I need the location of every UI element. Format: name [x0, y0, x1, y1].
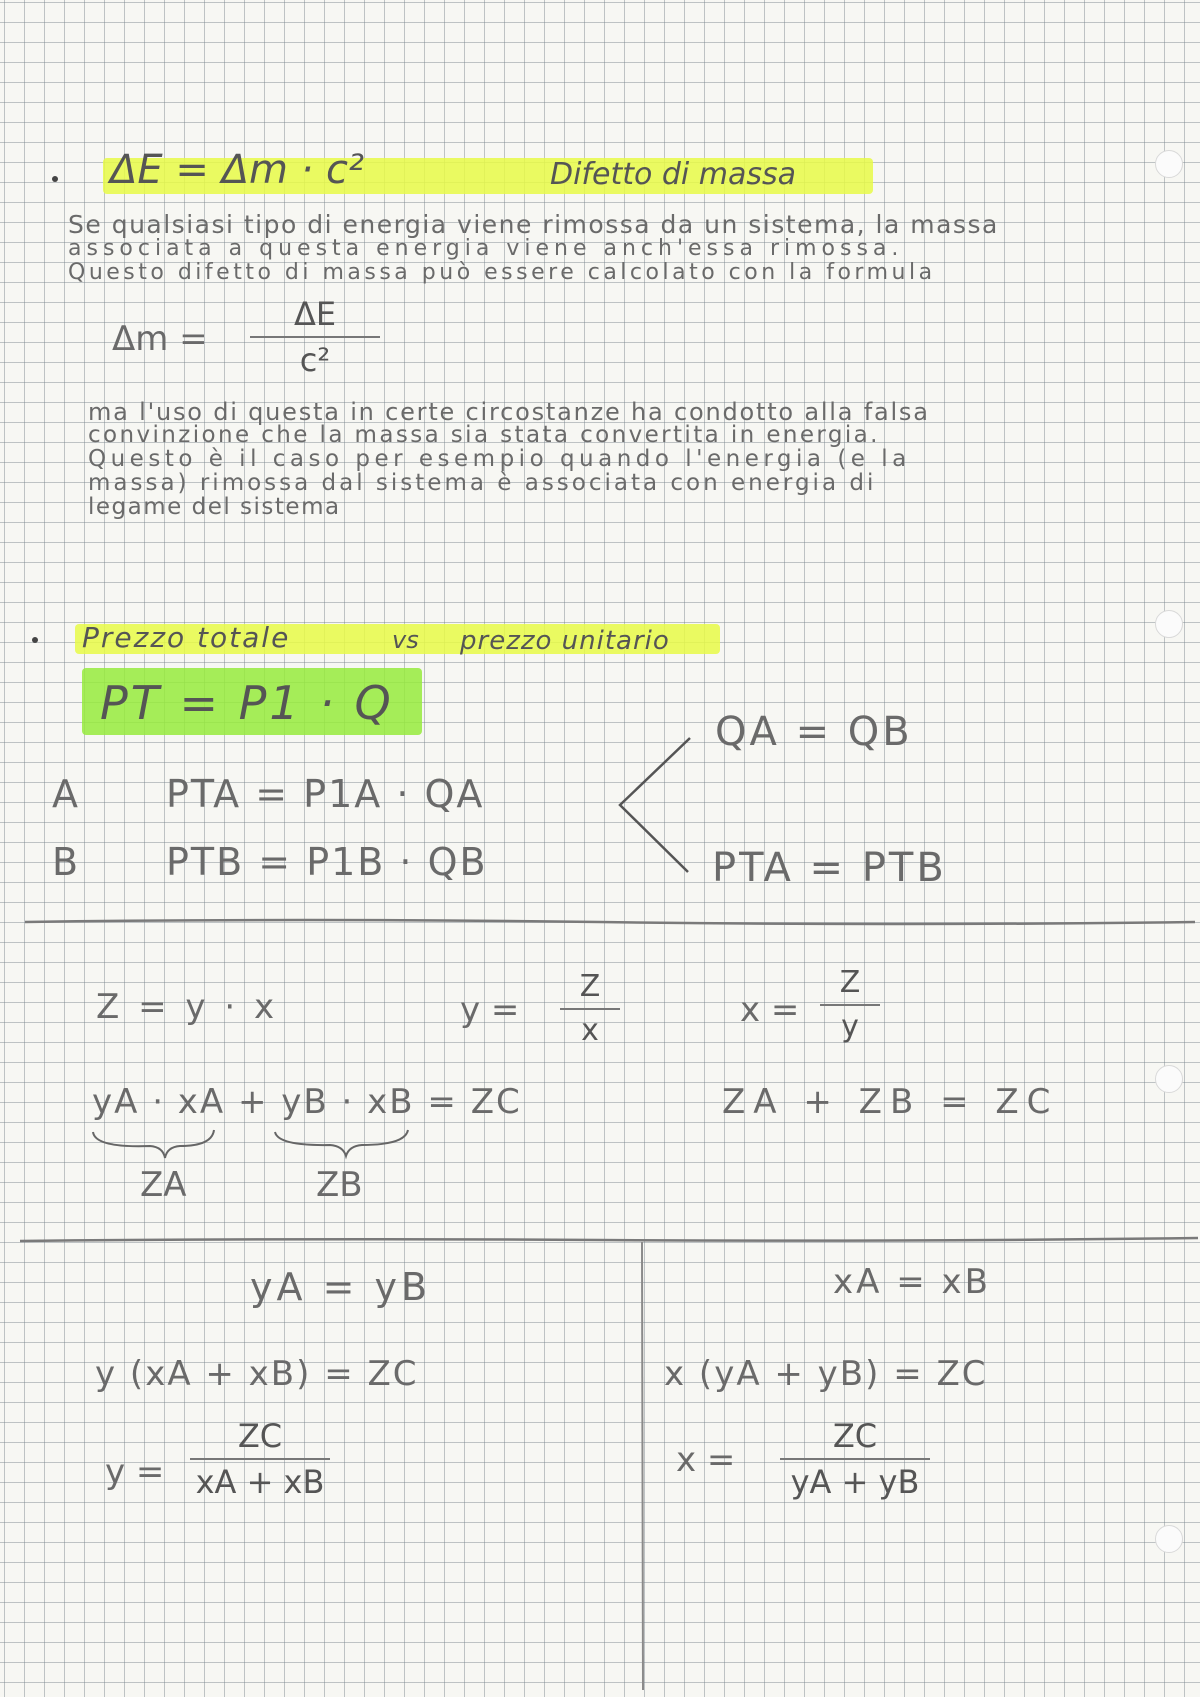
brace-label-zb: ZB — [316, 1165, 363, 1205]
row-b-label: B — [52, 840, 79, 884]
section-title-vs: vs — [392, 626, 419, 654]
section-title-mass-defect: Difetto di massa — [550, 157, 797, 192]
equation-sum-products: yA · xA + yB · xB = ZC — [92, 1082, 522, 1122]
equation-x-lhs: x = — [740, 990, 800, 1030]
paragraph-line: massa) rimossa dal sistema è associata con energia di — [88, 470, 877, 496]
left-fraction-lhs: y = — [105, 1452, 165, 1492]
brace-label-za: ZA — [140, 1165, 187, 1205]
separator-rule — [20, 1238, 1198, 1241]
paragraph-line: associata a questa energia viene anch'essa rimossa. — [68, 236, 904, 261]
fraction-lhs: Δm = — [112, 319, 208, 359]
underbrace-b — [275, 1130, 408, 1156]
paragraph-line: Questo è il caso per esempio quando l'energia (e la — [88, 446, 911, 472]
fraction-denominator: yA + yB — [790, 1463, 920, 1501]
equation-z-sum: ZA + ZB = ZC — [722, 1082, 1059, 1122]
fraction-denominator: x — [581, 1013, 599, 1048]
row-a-formula: PTA = P1A · QA — [166, 772, 485, 816]
total-price-formula: PT = P1 · Q — [100, 676, 394, 730]
underbrace-a — [93, 1130, 214, 1158]
case-equal-total-price: PTA = PTB — [712, 845, 947, 891]
fraction-numerator: ZC — [832, 1417, 878, 1455]
section-title-unit-price: prezzo unitario — [460, 626, 670, 656]
fraction-numerator: Z — [839, 965, 861, 1000]
left-case-equation: y (xA + xB) = ZC — [95, 1354, 419, 1394]
paragraph-line: legame del sistema — [88, 494, 341, 520]
section-title-total-price: Prezzo totale — [82, 621, 291, 654]
row-b-formula: PTB = P1B · QB — [166, 840, 488, 884]
fraction-denominator: xA + xB — [195, 1463, 325, 1501]
equation-y-lhs: y = — [460, 990, 520, 1030]
equation-z: Z = y · x — [96, 987, 279, 1027]
paragraph-line: Se qualsiasi tipo di energia viene rimossa da un sistema, la massa — [68, 210, 999, 239]
right-fraction-lhs: x = — [676, 1440, 736, 1480]
right-case-title: xA = xB — [833, 1262, 991, 1302]
mass-energy-formula: ΔE = Δm · c² — [110, 147, 365, 193]
paragraph-line: ma l'uso di questa in certe circostanze ha condotto alla falsa — [88, 398, 930, 426]
fraction-numerator: ΔE — [293, 295, 337, 333]
fraction-denominator: c² — [299, 341, 331, 379]
left-case-title: yA = yB — [250, 1265, 432, 1309]
fraction-denominator: y — [841, 1009, 859, 1044]
right-case-equation: x (yA + yB) = ZC — [664, 1354, 988, 1394]
row-a-label: A — [52, 772, 78, 816]
separator-rule — [25, 920, 1195, 924]
paragraph-line: Questo difetto di massa può essere calcolato con la formula — [68, 260, 936, 285]
case-equal-quantity: QA = QB — [715, 709, 913, 755]
case-bracket — [620, 738, 690, 872]
fraction-numerator: ZC — [237, 1417, 283, 1455]
paragraph-line: convinzione che la massa sia stata convertita in energia. — [88, 422, 880, 448]
fraction-numerator: Z — [579, 969, 601, 1004]
column-divider — [642, 1242, 643, 1690]
